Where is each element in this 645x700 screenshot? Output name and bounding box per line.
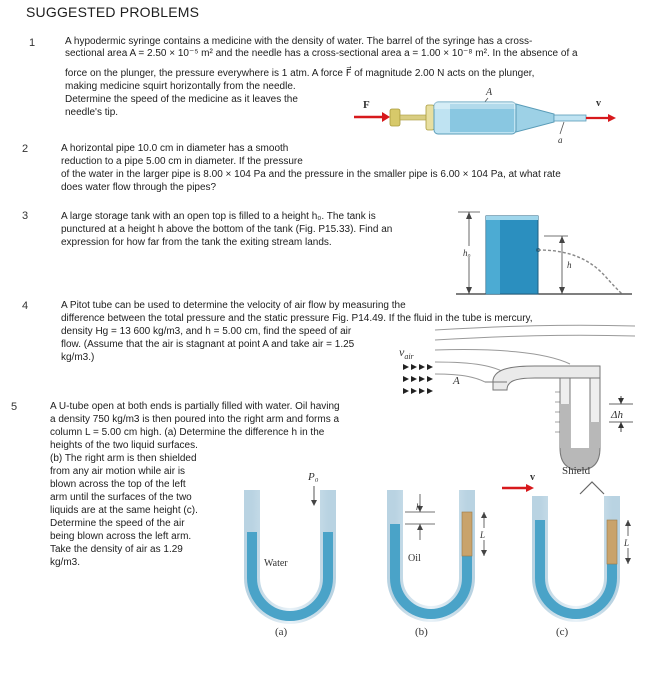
problem-5-line-11: being blown across the left arm. xyxy=(50,531,192,542)
problem-5-line-3: column L = 5.00 cm high. (a) Determine the difference h in the xyxy=(50,427,325,438)
problem-5-line-6: from any air motion while air is xyxy=(50,466,186,477)
v-air-label: $v_{air}$ xyxy=(399,345,414,361)
plunger-rod xyxy=(400,115,428,120)
force-label: F⃗ xyxy=(363,99,379,111)
problem-3-number: 3 xyxy=(22,210,29,222)
problem-5-line-8: arm until the surfaces of the two xyxy=(50,492,192,503)
syringe-figure xyxy=(340,84,620,146)
problem-4-line-4: flow. (Assume that the air is stagnant at point A and take air = 1.25 xyxy=(61,339,355,350)
problem-5-line-13: kg/m3. xyxy=(50,557,81,568)
plunger-head xyxy=(390,109,400,126)
u-tube-figure xyxy=(240,460,640,642)
problem-5-line-10: Determine the speed of the air xyxy=(50,518,185,529)
problem-2-line-1: A horizontal pipe 10.0 cm in diameter has a smooth xyxy=(61,143,289,154)
water-label: Water xyxy=(264,558,288,569)
panel-a-label: (a) xyxy=(275,626,288,638)
problem-5-line-5: (b) The right arm is then shielded xyxy=(50,453,197,464)
point-A-label: A xyxy=(453,375,460,387)
problem-3-line-3: expression for how far from the tank the exiting stream lands. xyxy=(61,237,332,248)
airflow-arrows xyxy=(403,364,433,394)
water-c xyxy=(540,520,612,614)
L-label-b: L xyxy=(480,530,486,540)
problem-4-line-1: A Pitot tube can be used to determine the velocity of air flow by measuring the xyxy=(61,300,406,311)
problem-5-line-2: a density 750 kg/m3 is then poured into the right arm and forms a xyxy=(50,414,340,425)
syringe-taper xyxy=(516,104,554,132)
problem-1-line-3: force on the plunger, the pressure everywhere is 1 atm. A force F⃗ of magnitude 2.00 N acts on the plunger, xyxy=(65,68,535,79)
problem-1-number: 1 xyxy=(29,37,36,49)
p0-label: P₀ xyxy=(308,471,319,483)
problem-5-line-1: A U-tube open at both ends is partially filled with water. Oil having xyxy=(50,401,340,412)
problem-5-number: 5 xyxy=(11,401,18,413)
h-label: h xyxy=(567,260,572,270)
problem-3-line-1: A large storage tank with an open top is filled to a height h₀. The tank is xyxy=(61,211,376,222)
h0-label: h₀ xyxy=(463,248,471,258)
oil-column-c xyxy=(607,520,617,564)
u-tube-b xyxy=(395,490,467,614)
velocity-label: v⃗ xyxy=(596,98,609,109)
pitot-tube-figure xyxy=(395,322,640,474)
water-b xyxy=(395,524,467,614)
panel-c-label: (c) xyxy=(556,626,569,638)
tank-figure xyxy=(450,206,635,302)
page-title: SUGGESTED PROBLEMS xyxy=(26,4,200,20)
problem-4-line-5: kg/m3.) xyxy=(61,352,95,363)
problem-2-number: 2 xyxy=(22,143,29,155)
u-tube-a xyxy=(252,490,328,616)
panel-b-label: (b) xyxy=(415,626,428,638)
problem-1-line-1: A hypodermic syringe contains a medicine with the density of water. The barrel of the syringe has a cross- xyxy=(65,36,533,47)
syringe-needle xyxy=(554,115,586,121)
problem-2-line-3: of the water in the larger pipe is 8.00 × 104 Pa and the pressure in the smaller pipe is 6.00 × 104 Pa, at what rate xyxy=(61,169,561,180)
shield-label: Shield xyxy=(562,465,591,477)
h-label-b: h xyxy=(416,502,421,512)
shield xyxy=(580,482,604,494)
delta-h-label: Δh xyxy=(611,409,623,421)
problem-2-line-4: does water flow through the pipes? xyxy=(61,182,217,193)
problem-4-line-2: difference between the total pressure and the static pressure Fig. P14.49. If the fluid in the tube is mercury, xyxy=(61,313,533,324)
problem-5-line-9: liquids are at the same height (c). xyxy=(50,505,198,516)
problem-1-line-4: making medicine squirt horizontally from the needle. xyxy=(65,81,296,92)
problem-1-line-2: sectional area A = 2.50 × 10⁻⁵ m² and the needle has a cross-sectional area a = 1.00 × 10⁻⁸ m². In the absence of a xyxy=(65,48,578,59)
water-stream xyxy=(538,250,622,294)
problem-5-line-12: Take the density of air as 1.29 xyxy=(50,544,183,555)
area-a-label: a xyxy=(558,135,563,145)
oil-column-b xyxy=(462,512,472,556)
pitot-nose xyxy=(493,366,600,390)
v-label-c: v⃗ xyxy=(530,472,543,483)
problem-2-line-2: reduction to a pipe 5.00 cm in diameter. If the pressure xyxy=(61,156,303,167)
oil-label: Oil xyxy=(408,553,421,564)
problem-5-line-7: blown across the top of the left xyxy=(50,479,186,490)
problem-1-line-5: Determine the speed of the medicine as it leaves the xyxy=(65,94,298,105)
L-label-c: L xyxy=(624,538,630,548)
problem-4-line-3: density Hg = 13 600 kg/m3, and h = 5.00 cm, find the speed of air xyxy=(61,326,352,337)
problem-3-line-2: punctured at a height h above the bottom of the tank (Fig. P15.33). Find an xyxy=(61,224,393,235)
problem-4-number: 4 xyxy=(22,300,29,312)
water-a xyxy=(252,532,328,616)
problem-1-line-6: needle's tip. xyxy=(65,107,119,118)
area-A-label: A xyxy=(486,87,493,98)
problem-5-line-4: heights of the two liquid surfaces. xyxy=(50,440,198,451)
